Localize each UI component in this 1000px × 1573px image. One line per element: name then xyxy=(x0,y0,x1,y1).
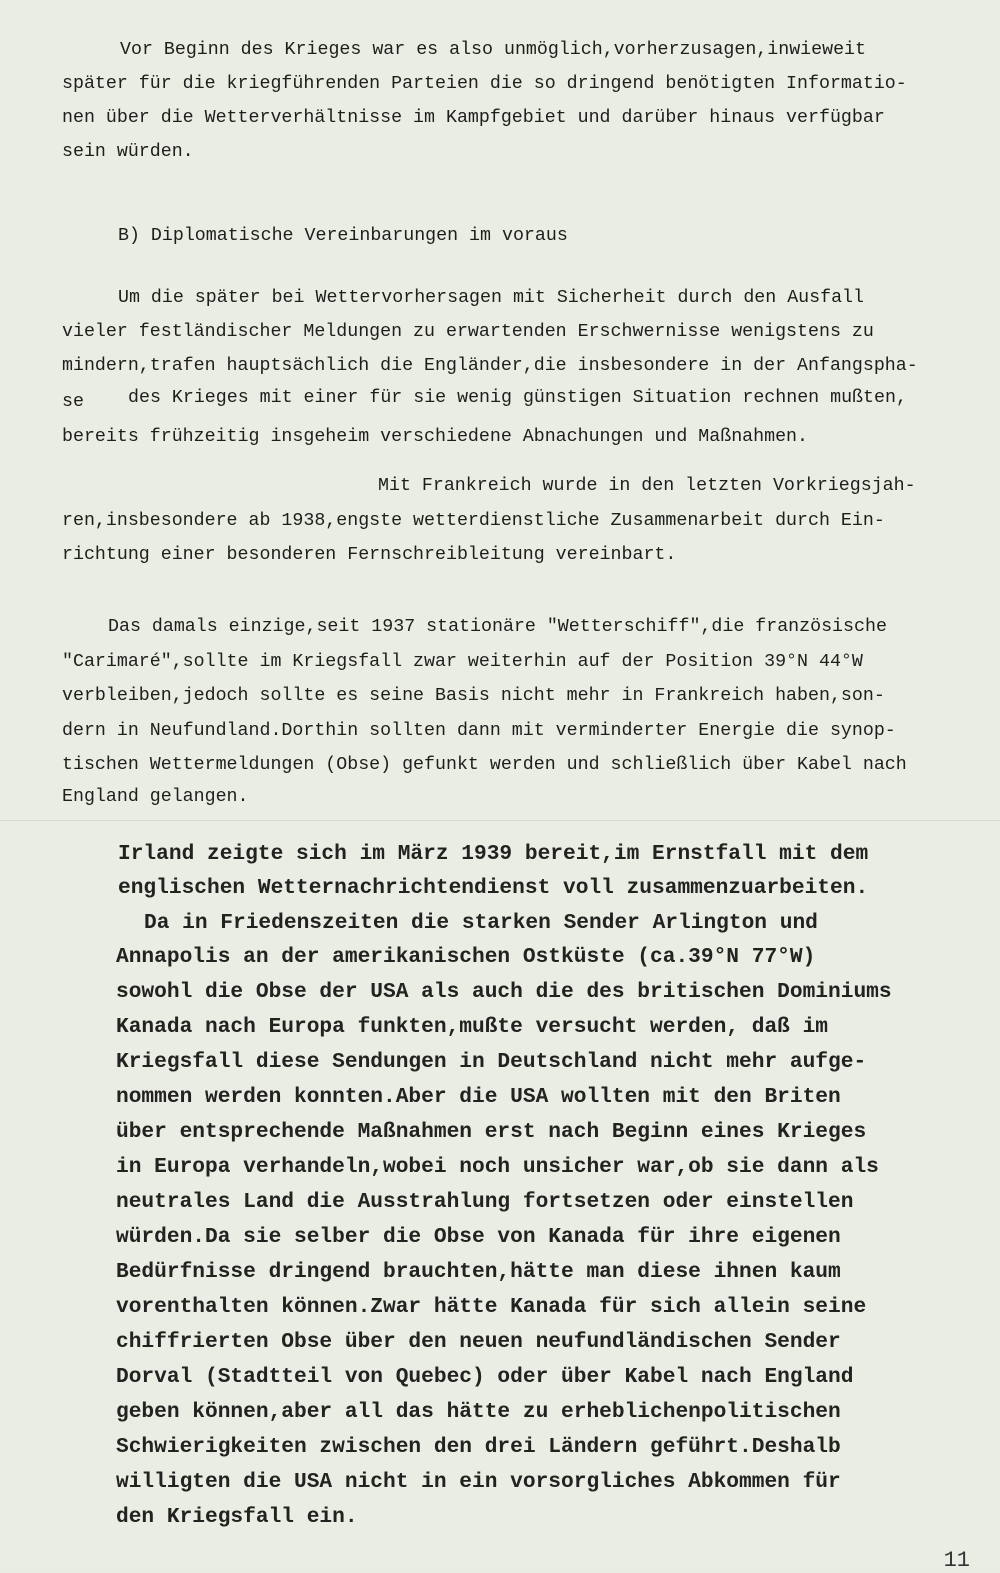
text-line: über entsprechende Maßnahmen erst nach Beginn eines Krieges xyxy=(116,1120,867,1144)
text-line: Bedürfnisse dringend brauchten,hätte man diese ihnen kaum xyxy=(116,1260,841,1284)
text-line: sowohl die Obse der USA als auch die des britischen Dominiums xyxy=(116,980,892,1004)
text-line: ren,insbesondere ab 1938,engste wetterdienstliche Zusammenarbeit durch Ein- xyxy=(62,511,885,531)
text-line: mindern,trafen hauptsächlich die Engländer,die insbesondere in der Anfangspha- xyxy=(62,356,918,376)
text-line: Mit Frankreich wurde in den letzten Vorkriegsjah- xyxy=(378,476,916,496)
text-line: tischen Wettermeldungen (Obse) gefunkt werden und schließlich über Kabel nach xyxy=(62,755,907,775)
text-line: Kriegsfall diese Sendungen in Deutschland nicht mehr aufge- xyxy=(116,1050,867,1074)
text-line: Kanada nach Europa funkten,mußte versucht werden, daß im xyxy=(116,1015,829,1039)
text-line: nen über die Wetterverhältnisse im Kampfgebiet und darüber hinaus verfügbar xyxy=(62,108,885,128)
page-number: 11 xyxy=(943,1548,970,1573)
text-line: Schwierigkeiten zwischen den drei Ländern geführt.Deshalb xyxy=(116,1435,841,1459)
text-line: englischen Wetternachrichtendienst voll zusammenzuarbeiten. xyxy=(118,876,869,900)
text-line: Annapolis an der amerikanischen Ostküste (ca.39°N 77°W) xyxy=(116,945,816,969)
text-line: nommen werden konnten.Aber die USA wollten mit den Briten xyxy=(116,1085,841,1109)
text-line: später für die kriegführenden Parteien die so dringend benötigten Informatio- xyxy=(62,74,907,94)
text-line: des Krieges mit einer für sie wenig günstigen Situation rechnen mußten, xyxy=(128,388,907,408)
text-line: richtung einer besonderen Fernschreibleitung vereinbart. xyxy=(62,545,677,565)
text-line: Um die später bei Wettervorhersagen mit Sicherheit durch den Ausfall xyxy=(118,288,864,308)
text-line: Da in Friedenszeiten die starken Sender Arlington und xyxy=(144,911,818,935)
text-line: würden.Da sie selber die Obse von Kanada für ihre eigenen xyxy=(116,1225,841,1249)
text-line: Irland zeigte sich im März 1939 bereit,im Ernstfall mit dem xyxy=(118,842,869,866)
text-line: in Europa verhandeln,wobei noch unsicher war,ob sie dann als xyxy=(116,1155,879,1179)
text-line: "Carimaré",sollte im Kriegsfall zwar weiterhin auf der Position 39°N 44°W xyxy=(62,652,863,672)
text-line: Das damals einzige,seit 1937 stationäre "Wetterschiff",die französische xyxy=(108,617,887,637)
text-line: England gelangen. xyxy=(62,787,249,807)
text-line: bereits frühzeitig insgeheim verschiedene Abnachungen und Maßnahmen. xyxy=(62,427,808,447)
text-line: den Kriegsfall ein. xyxy=(116,1505,358,1529)
text-line: Vor Beginn des Krieges war es also unmöglich,vorherzusagen,inwieweit xyxy=(120,40,866,60)
text-line: vieler festländischer Meldungen zu erwartenden Erschwernisse wenigstens zu xyxy=(62,322,874,342)
text-line: vorenthalten können.Zwar hätte Kanada für sich allein seine xyxy=(116,1295,867,1319)
text-line: geben können,aber all das hätte zu erheblichenpolitischen xyxy=(116,1400,841,1424)
page-fold-line xyxy=(0,820,1000,821)
section-heading: B) Diplomatische Vereinbarungen im voraus xyxy=(118,226,568,246)
text-line: Dorval (Stadtteil von Quebec) oder über Kabel nach England xyxy=(116,1365,854,1389)
text-line: dern in Neufundland.Dorthin sollten dann mit verminderter Energie die synop- xyxy=(62,721,896,741)
text-line: sein würden. xyxy=(62,142,194,162)
text-line: willigten die USA nicht in ein vorsorgliches Abkommen für xyxy=(116,1470,841,1494)
text-line: verbleiben,jedoch sollte es seine Basis nicht mehr in Frankreich haben,son- xyxy=(62,686,885,706)
text-line: chiffrierten Obse über den neuen neufundländischen Sender xyxy=(116,1330,841,1354)
text-line: se xyxy=(62,392,84,412)
text-line: neutrales Land die Ausstrahlung fortsetzen oder einstellen xyxy=(116,1190,854,1214)
